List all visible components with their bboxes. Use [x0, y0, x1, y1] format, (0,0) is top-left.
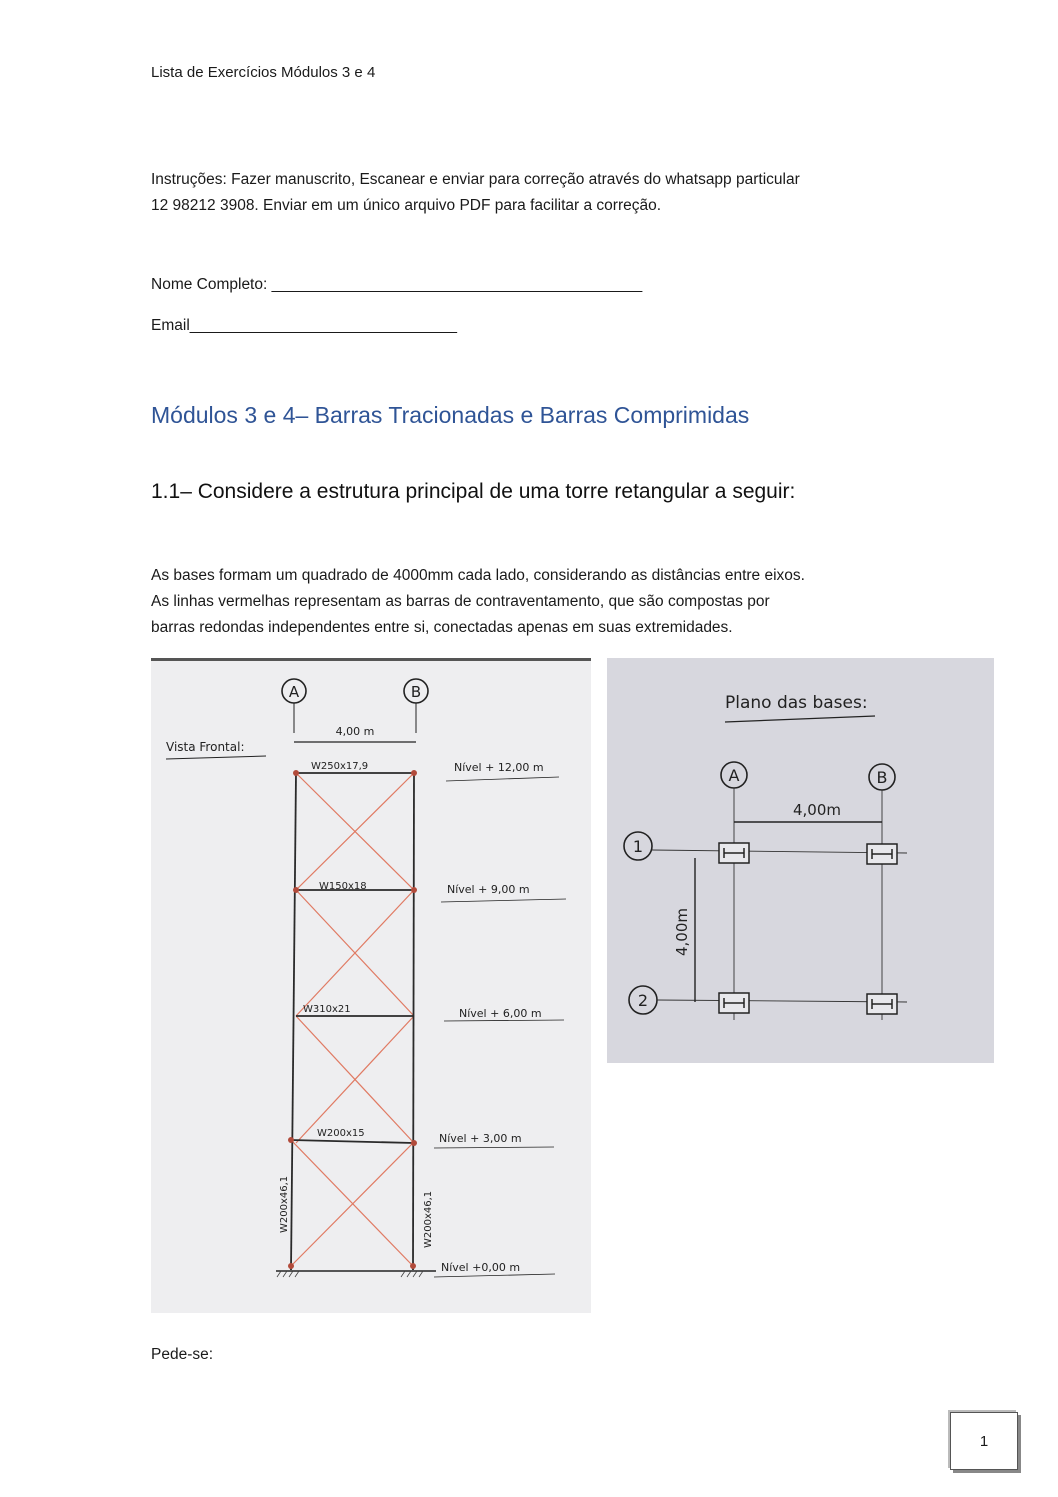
- email-field: Email_______________________________: [151, 317, 457, 334]
- page-number: [950, 1412, 1018, 1470]
- beam-label-1: W250x17,9: [311, 761, 369, 772]
- column-label-right: W200x46,1: [423, 1190, 434, 1248]
- plan-axis-2: 2: [637, 991, 649, 1010]
- beam-label-2: W150x18: [319, 881, 367, 892]
- axis-b-label: B: [410, 683, 422, 701]
- column-label-left: W200x46,1: [279, 1175, 290, 1233]
- bracing-lines: [291, 773, 414, 1266]
- span-dimension: 4,00 m: [335, 725, 375, 738]
- plan-view-title: Plano das bases:: [725, 693, 868, 713]
- plan-dim-horizontal: 4,00m: [793, 801, 842, 819]
- beam-label-4: W200x15: [317, 1128, 365, 1139]
- description-line-3: barras redondas independentes entre si, conectadas apenas em suas extremidades.: [151, 619, 733, 636]
- level-label-0: Nível +0,00 m: [441, 1261, 521, 1274]
- level-label-9: Nível + 9,00 m: [447, 883, 530, 896]
- exercise-title: 1.1– Considere a estrutura principal de uma torre retangular a seguir:: [151, 480, 796, 503]
- plan-axis-1: 1: [632, 837, 644, 856]
- base-plates: [719, 843, 897, 1014]
- instructions-line-1: Instruções: Fazer manuscrito, Escanear e enviar para correção através do whatsapp particular: [151, 171, 800, 188]
- description-line-1: As bases formam um quadrado de 4000mm cada lado, considerando as distâncias entre eixos.: [151, 567, 805, 584]
- pede-se-label: Pede-se:: [151, 1346, 214, 1363]
- plan-axis-a: A: [728, 766, 740, 785]
- description-line-2: As linhas vermelhas representam as barras de contraventamento, que são compostas por: [151, 593, 770, 610]
- column-left: [291, 773, 296, 1270]
- plan-view-drawing: [607, 658, 994, 1063]
- level-label-3: Nível + 3,00 m: [439, 1132, 522, 1145]
- full-name-field: Nome Completo: ___________________________________________: [151, 276, 643, 293]
- plan-axis-b: B: [876, 768, 888, 787]
- instructions: [151, 167, 921, 219]
- front-view-title: Vista Frontal:: [166, 740, 245, 754]
- document-header: Lista de Exercícios Módulos 3 e 4: [151, 64, 376, 81]
- level-label-6: Nível + 6,00 m: [459, 1007, 542, 1020]
- page-number-value: 1: [979, 1432, 989, 1450]
- beam-label-3: W310x21: [303, 1004, 351, 1015]
- column-right: [413, 773, 414, 1270]
- plan-dim-vertical: 4,00m: [673, 907, 691, 956]
- level-label-12: Nível + 12,00 m: [454, 761, 544, 774]
- front-view-photo: [151, 658, 591, 1313]
- plan-view-photo: [607, 658, 994, 1063]
- exercise-description: [151, 563, 921, 641]
- axis-a-label: A: [288, 683, 300, 701]
- section-title: Módulos 3 e 4– Barras Tracionadas e Barras Comprimidas: [151, 402, 750, 428]
- instructions-line-2: 12 98212 3908. Enviar em um único arquivo PDF para facilitar a correção.: [151, 197, 662, 214]
- front-view-drawing: [151, 658, 591, 1313]
